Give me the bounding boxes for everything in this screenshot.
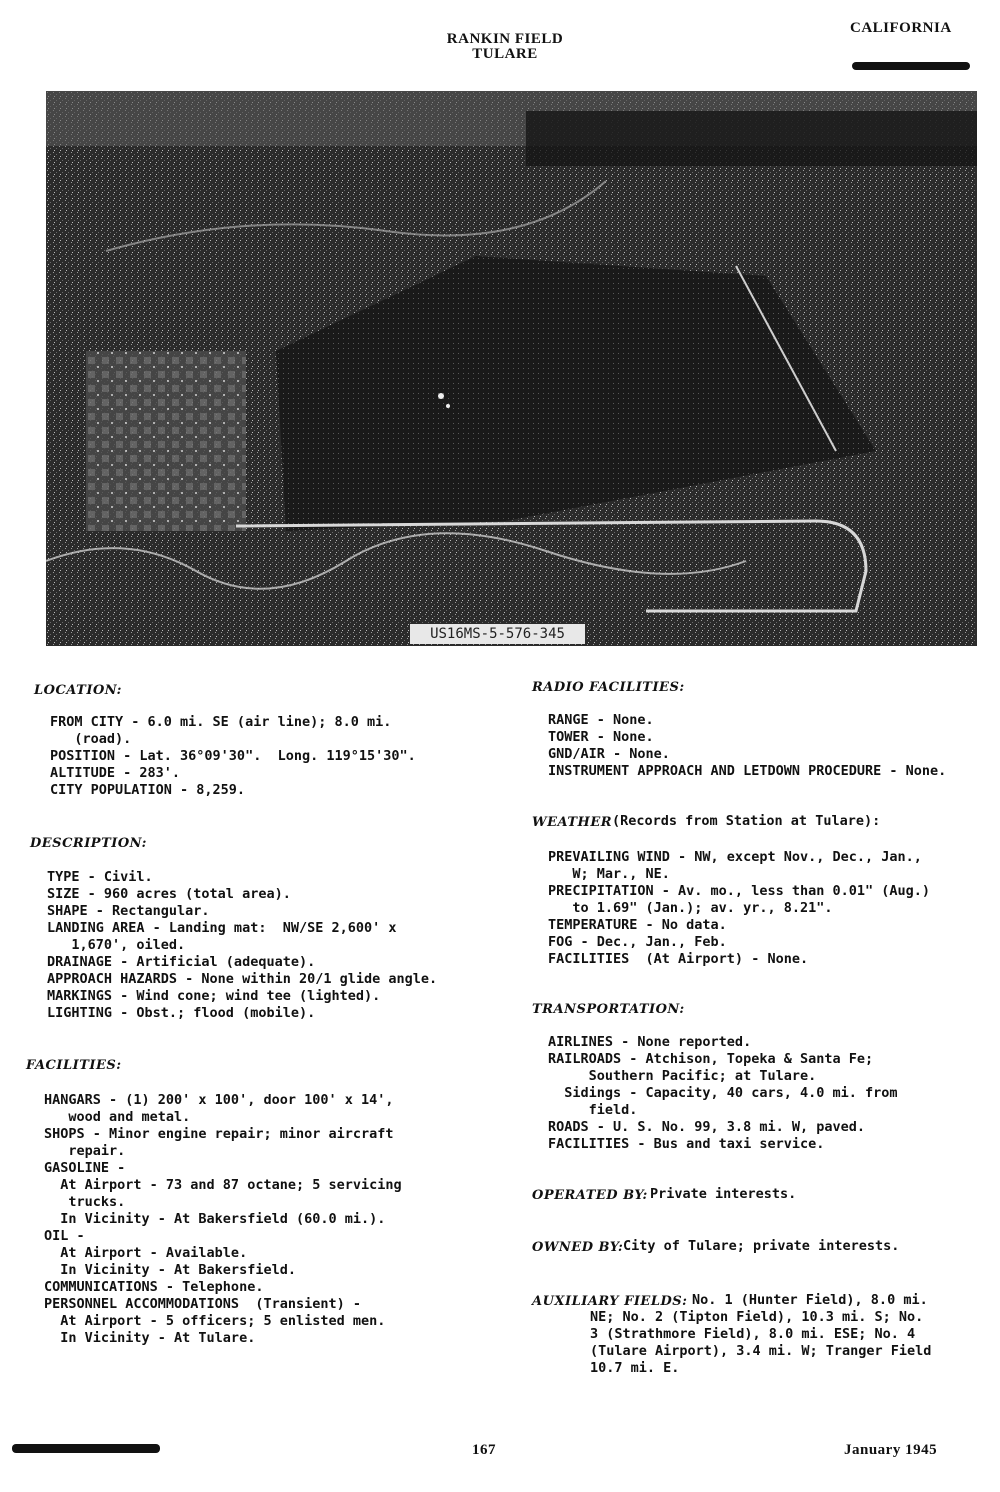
auxiliary-first-line: No. 1 (Hunter Field), 8.0 mi. [692, 1292, 928, 1308]
transportation-line-2: RAILROADS - Atchison, Topeka & Santa Fe; [548, 1051, 874, 1067]
description-line-1: TYPE - Civil. [47, 869, 153, 885]
auxiliary-line-4: 10.7 mi. E. [590, 1360, 680, 1376]
description-line-4: LANDING AREA - Landing mat: NW/SE 2,600' x [47, 920, 397, 936]
auxiliary-heading: AUXILIARY FIELDS: [532, 1294, 688, 1309]
auxiliary-line-2: 3 (Strathmore Field), 8.0 mi. ESE; No. 4 [590, 1326, 916, 1342]
facilities-line-8: In Vicinity - At Bakersfield (60.0 mi.). [44, 1211, 386, 1227]
photo-caption: US16MS-5-576-345 [410, 624, 585, 644]
redaction-mark-bottom [12, 1444, 160, 1453]
redaction-mark-top [852, 62, 970, 70]
transportation-line-5: field. [548, 1102, 638, 1118]
weather-note: (Records from Station at Tulare): [612, 813, 881, 829]
title-line-2: TULARE [472, 46, 538, 62]
transportation-line-6: ROADS - U. S. No. 99, 3.8 mi. W, paved. [548, 1119, 865, 1135]
location-heading: LOCATION: [34, 683, 122, 698]
operated-by-heading: OPERATED BY: [532, 1188, 648, 1203]
transportation-line-4: Sidings - Capacity, 40 cars, 4.0 mi. from [548, 1085, 898, 1101]
transportation-line-3: Southern Pacific; at Tulare. [548, 1068, 817, 1084]
location-line-3: POSITION - Lat. 36°09'30". Long. 119°15'30". [50, 748, 416, 764]
description-line-8: MARKINGS - Wind cone; wind tee (lighted). [47, 988, 381, 1004]
transportation-line-1: AIRLINES - None reported. [548, 1034, 752, 1050]
title-line-1: RANKIN FIELD [446, 31, 564, 47]
description-line-5: 1,670', oiled. [47, 937, 186, 953]
weather-line-1: PREVAILING WIND - NW, except Nov., Dec., Jan., [548, 849, 922, 865]
weather-line-6: FOG - Dec., Jan., Feb. [548, 934, 727, 950]
description-line-2: SIZE - 960 acres (total area). [47, 886, 291, 902]
weather-line-3: PRECIPITATION - Av. mo., less than 0.01" (Aug.) [548, 883, 931, 899]
weather-heading: WEATHER [532, 815, 613, 830]
facilities-line-1: HANGARS - (1) 200' x 100', door 100' x 14', [44, 1092, 394, 1108]
location-line-1: FROM CITY - 6.0 mi. SE (air line); 8.0 mi. [50, 714, 392, 730]
location-line-5: CITY POPULATION - 8,259. [50, 782, 246, 798]
aerial-photo-image [46, 91, 977, 646]
description-line-7: APPROACH HAZARDS - None within 20/1 glide angle. [47, 971, 438, 987]
transportation-heading: TRANSPORTATION: [532, 1002, 685, 1017]
page-title [430, 31, 580, 63]
location-line-4: ALTITUDE - 283'. [50, 765, 181, 781]
facilities-line-4: repair. [44, 1143, 126, 1159]
facilities-line-5: GASOLINE - [44, 1160, 126, 1176]
weather-line-7: FACILITIES (At Airport) - None. [548, 951, 809, 967]
transportation-line-7: FACILITIES - Bus and taxi service. [548, 1136, 825, 1152]
facilities-line-9: OIL - [44, 1228, 85, 1244]
radio-line-3: GND/AIR - None. [548, 746, 670, 762]
facilities-line-13: PERSONNEL ACCOMMODATIONS (Transient) - [44, 1296, 361, 1312]
footer-date: January 1945 [844, 1442, 938, 1458]
description-heading: DESCRIPTION: [30, 836, 147, 851]
facilities-line-3: SHOPS - Minor engine repair; minor aircraft [44, 1126, 394, 1142]
facilities-line-11: In Vicinity - At Bakersfield. [44, 1262, 296, 1278]
weather-line-5: TEMPERATURE - No data. [548, 917, 727, 933]
facilities-line-12: COMMUNICATIONS - Telephone. [44, 1279, 264, 1295]
auxiliary-line-3: (Tulare Airport), 3.4 mi. W; Tranger Field [590, 1343, 932, 1359]
description-line-6: DRAINAGE - Artificial (adequate). [47, 954, 316, 970]
description-line-9: LIGHTING - Obst.; flood (mobile). [47, 1005, 316, 1021]
page-number: 167 [472, 1442, 496, 1458]
radio-line-4: INSTRUMENT APPROACH AND LETDOWN PROCEDURE - None. [548, 763, 947, 779]
facilities-line-10: At Airport - Available. [44, 1245, 248, 1261]
facilities-line-15: In Vicinity - At Tulare. [44, 1330, 256, 1346]
radio-line-2: TOWER - None. [548, 729, 654, 745]
operated-by-value: Private interests. [650, 1186, 797, 1202]
state-label: CALIFORNIA [850, 20, 952, 36]
auxiliary-line-1: NE; No. 2 (Tipton Field), 10.3 mi. S; No. [590, 1309, 924, 1325]
aerial-photo [46, 91, 977, 646]
description-line-3: SHAPE - Rectangular. [47, 903, 210, 919]
radio-line-1: RANGE - None. [548, 712, 654, 728]
weather-line-4: to 1.69" (Jan.); av. yr., 8.21". [548, 900, 833, 916]
owned-by-heading: OWNED BY: [532, 1240, 624, 1255]
location-line-2: (road). [50, 731, 132, 747]
facilities-heading: FACILITIES: [26, 1058, 122, 1073]
facilities-line-6: At Airport - 73 and 87 octane; 5 servicing [44, 1177, 402, 1193]
radio-heading: RADIO FACILITIES: [532, 680, 685, 695]
facilities-line-7: trucks. [44, 1194, 126, 1210]
facilities-line-2: wood and metal. [44, 1109, 191, 1125]
owned-by-value: City of Tulare; private interests. [623, 1238, 900, 1254]
facilities-line-14: At Airport - 5 officers; 5 enlisted men. [44, 1313, 386, 1329]
weather-line-2: W; Mar., NE. [548, 866, 670, 882]
